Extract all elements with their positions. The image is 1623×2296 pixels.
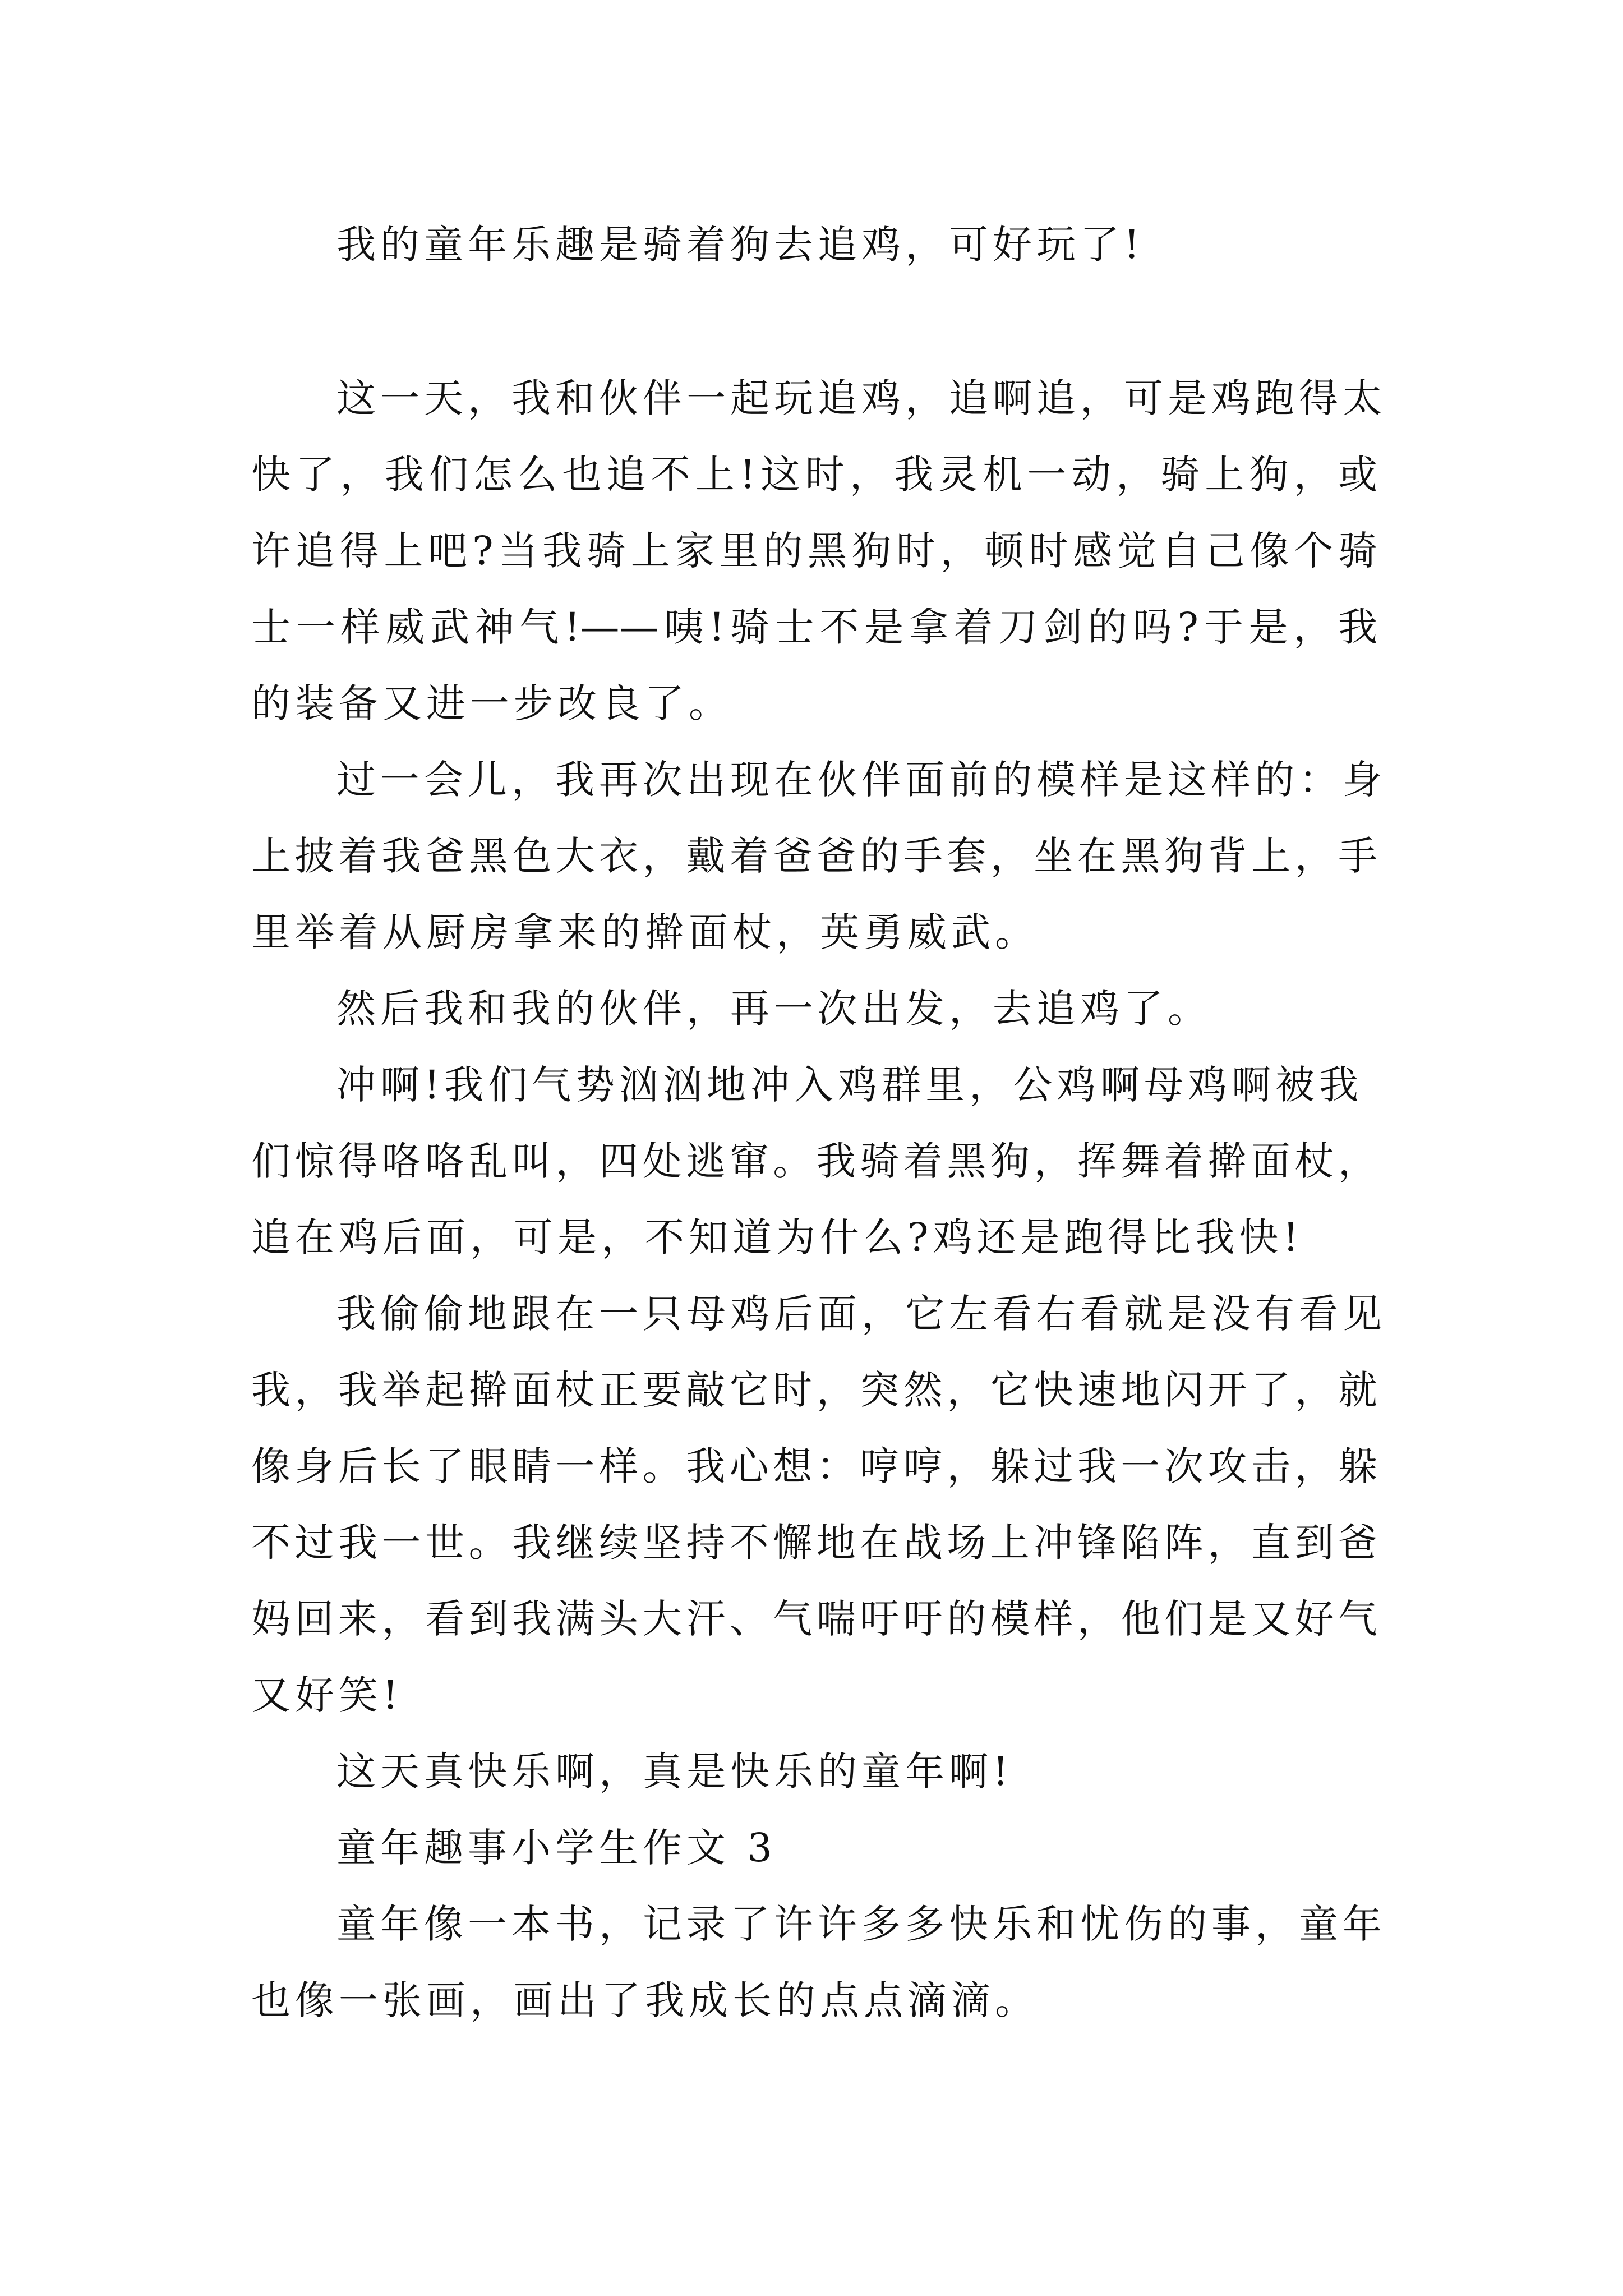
paragraph-line: 妈回来，看到我满头大汗、气喘吁吁的模样，他们是又好气 xyxy=(251,1596,1377,1642)
paragraph-line: 里举着从厨房拿来的擀面杖，英勇威武。 xyxy=(251,909,1039,955)
paragraph-line: 我偷偷地跟在一只母鸡后面，它左看右看就是没有看见 xyxy=(336,1291,1386,1337)
paragraph-line: 追在鸡后面，可是，不知道为什么?鸡还是跑得比我快! xyxy=(251,1214,1303,1260)
paragraph-line: 我，我举起擀面杖正要敲它时，突然，它快速地闪开了，就 xyxy=(251,1367,1377,1413)
paragraph-line: 我的童年乐趣是骑着狗去追鸡，可好玩了! xyxy=(336,222,1145,268)
paragraph-line: 快了，我们怎么也追不上!这时，我灵机一动，骑上狗，或 xyxy=(251,452,1377,498)
paragraph-line: 像身后长了眼睛一样。我心想：哼哼，躲过我一次攻击，躲 xyxy=(251,1443,1377,1489)
paragraph-line: 过一会儿，我再次出现在伙伴面前的模样是这样的：身 xyxy=(336,757,1386,803)
paragraph-line: 许追得上吧?当我骑上家里的黑狗时，顿时感觉自己像个骑 xyxy=(251,528,1377,574)
paragraph-line: 不过我一世。我继续坚持不懈地在战场上冲锋陷阵，直到爸 xyxy=(251,1520,1377,1566)
section-heading: 童年趣事小学生作文 3 xyxy=(336,1825,777,1871)
paragraph-line: 童年像一本书，记录了许许多多快乐和忧伤的事，童年 xyxy=(336,1901,1386,1947)
paragraph-line: 这天真快乐啊，真是快乐的童年啊! xyxy=(336,1749,1013,1795)
paragraph-line: 冲啊!我们气势汹汹地冲入鸡群里，公鸡啊母鸡啊被我 xyxy=(336,1062,1363,1108)
paragraph-line: 也像一张画，画出了我成长的点点滴滴。 xyxy=(251,1977,1039,2023)
paragraph-line: 又好笑! xyxy=(251,1672,403,1718)
paragraph-line: 的装备又进一步改良了。 xyxy=(251,680,732,726)
paragraph-line: 们惊得咯咯乱叫，四处逃窜。我骑着黑狗，挥舞着擀面杖， xyxy=(251,1138,1377,1184)
paragraph-line: 上披着我爸黑色大衣，戴着爸爸的手套，坐在黑狗背上，手 xyxy=(251,833,1377,879)
paragraph-line: 士一样威武神气!——咦!骑士不是拿着刀剑的吗?于是，我 xyxy=(251,604,1377,650)
paragraph-line: 这一天，我和伙伴一起玩追鸡，追啊追，可是鸡跑得太 xyxy=(336,375,1386,421)
paragraph-line: 然后我和我的伙伴，再一次出发，去追鸡了。 xyxy=(336,986,1211,1032)
